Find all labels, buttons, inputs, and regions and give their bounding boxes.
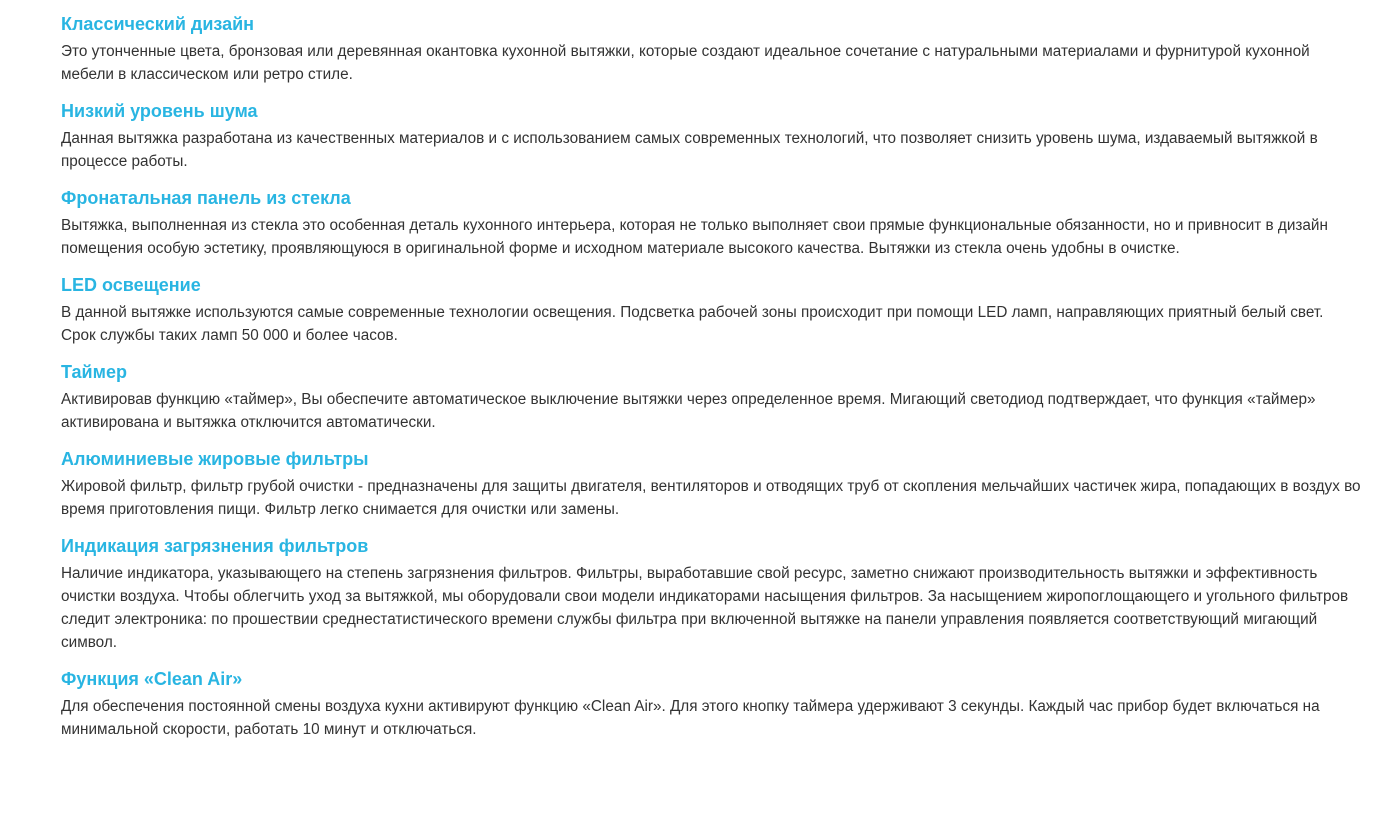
feature-filter-indicator [61, 534, 1361, 654]
feature-timer [61, 360, 1361, 434]
feature-title: Индикация загрязнения фильтров [61, 536, 369, 556]
feature-title: Таймер [61, 362, 127, 382]
feature-text: В данной вытяжке используются самые современные технологии освещения. Подсветка рабочей зоны происходит при помощи LED ламп, направляющих приятный белый свет. Срок службы таких ламп 50 000 и более часов. [61, 304, 1324, 344]
feature-aluminium-filters [61, 447, 1361, 521]
feature-text: Для обеспечения постоянной смены воздуха кухни активируют функцию «Clean Air». Для этого кнопку таймера удерживают 3 секунды. Каждый час прибор будет включаться на минимальной скорости, работать 10 минут и отключаться. [61, 698, 1320, 738]
feature-text: Вытяжка, выполненная из стекла это особенная деталь кухонного интерьера, которая не только выполняет свои прямые функциональные обязанности, но и привносит в дизайн помещения особую эстетику, проявляющуюся в оригинальной форме и исходном материале высокого качества. Вытяжки из стекла очень удобны в очистке. [61, 217, 1328, 257]
feature-text: Жировой фильтр, фильтр грубой очистки - предназначены для защиты двигателя, вентиляторов и отводящих труб от скопления мельчайших частичек жира, попадающих в воздух во время приготовления пищи. Фильтр легко снимается для очистки или замены. [61, 478, 1361, 518]
feature-text: Данная вытяжка разработана из качественных материалов и с использованием самых современных технологий, что позволяет снизить уровень шума, издаваемый вытяжкой в процессе работы. [61, 130, 1318, 170]
feature-led-lighting [61, 273, 1361, 347]
feature-classic-design [61, 12, 1361, 86]
feature-title: LED освещение [61, 275, 201, 295]
feature-low-noise [61, 99, 1361, 173]
feature-text: Наличие индикатора, указывающего на степень загрязнения фильтров. Фильтры, выработавшие свой ресурс, заметно снижают производительность вытяжки и эффективность очистки воздуха. Чтобы облегчить уход за вытяжкой, мы оборудовали свои модели индикаторами насыщения фильтров. За насыщением жиропоглощающего и угольного фильтров следит электроника: по прошествии среднестатистического времени службы фильтра при включенной вытяжке на панели управления появляется соответствующий мигающий символ. [61, 565, 1349, 651]
feature-clean-air [61, 667, 1361, 741]
feature-title: Фронатальная панель из стекла [61, 188, 351, 208]
feature-title: Алюминиевые жировые фильтры [61, 449, 369, 469]
feature-text: Это утонченные цвета, бронзовая или деревянная окантовка кухонной вытяжки, которые создают идеальное сочетание с натуральными материалами и фурнитурой кухонной мебели в классическом или ретро стиле. [61, 43, 1310, 83]
feature-glass-panel [61, 186, 1361, 260]
feature-title: Классический дизайн [61, 14, 255, 34]
feature-title: Низкий уровень шума [61, 101, 258, 121]
feature-text: Активировав функцию «таймер», Вы обеспечите автоматическое выключение вытяжки через определенное время. Мигающий светодиод подтверждает, что функция «таймер» активирована и вытяжка отключится автоматически. [61, 391, 1316, 431]
feature-title: Функция «Clean Air» [61, 669, 243, 689]
